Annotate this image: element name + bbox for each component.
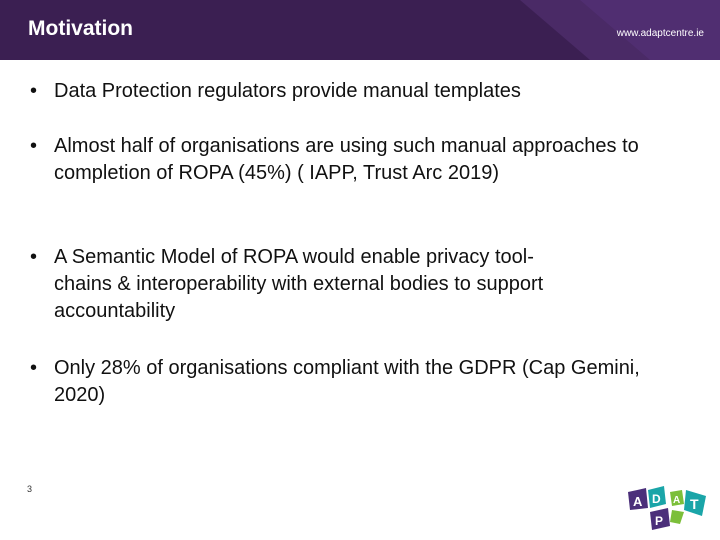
adapt-logo — [624, 486, 708, 530]
bullet-symbol: • — [30, 135, 38, 157]
bullet-text: Only 28% of organisations compliant with the GDPR (Cap Gemini, 2020) — [54, 357, 640, 406]
logo-letter-a2: A — [673, 495, 681, 506]
bullet-item — [30, 78, 670, 105]
page-number: 3 — [27, 484, 33, 494]
logo-letter-p: P — [655, 514, 664, 528]
bullet-symbol: • — [30, 246, 38, 268]
bullet-symbol: • — [30, 80, 38, 102]
header-bar — [0, 0, 720, 60]
logo-letter-t: T — [690, 496, 699, 512]
bullet-text: Almost half of organisations are using such manual approaches to completion of ROPA (45%) ( IAPP, Trust Arc 2019) — [54, 135, 639, 184]
bullet-symbol: • — [30, 357, 38, 379]
logo-letter-d: D — [652, 492, 661, 506]
bullet-item — [30, 133, 640, 187]
site-url: www.adaptcentre.ie — [616, 28, 704, 39]
slide-title: Motivation — [28, 17, 133, 40]
logo-letter-a1: A — [633, 494, 643, 509]
bullet-text: Data Protection regulators provide manual templates — [54, 80, 521, 102]
bullet-item — [30, 355, 670, 409]
bullet-text: A Semantic Model of ROPA would enable privacy tool-chains & interoperability with external bodies to support accountability — [54, 246, 544, 322]
bullet-item — [30, 244, 570, 325]
